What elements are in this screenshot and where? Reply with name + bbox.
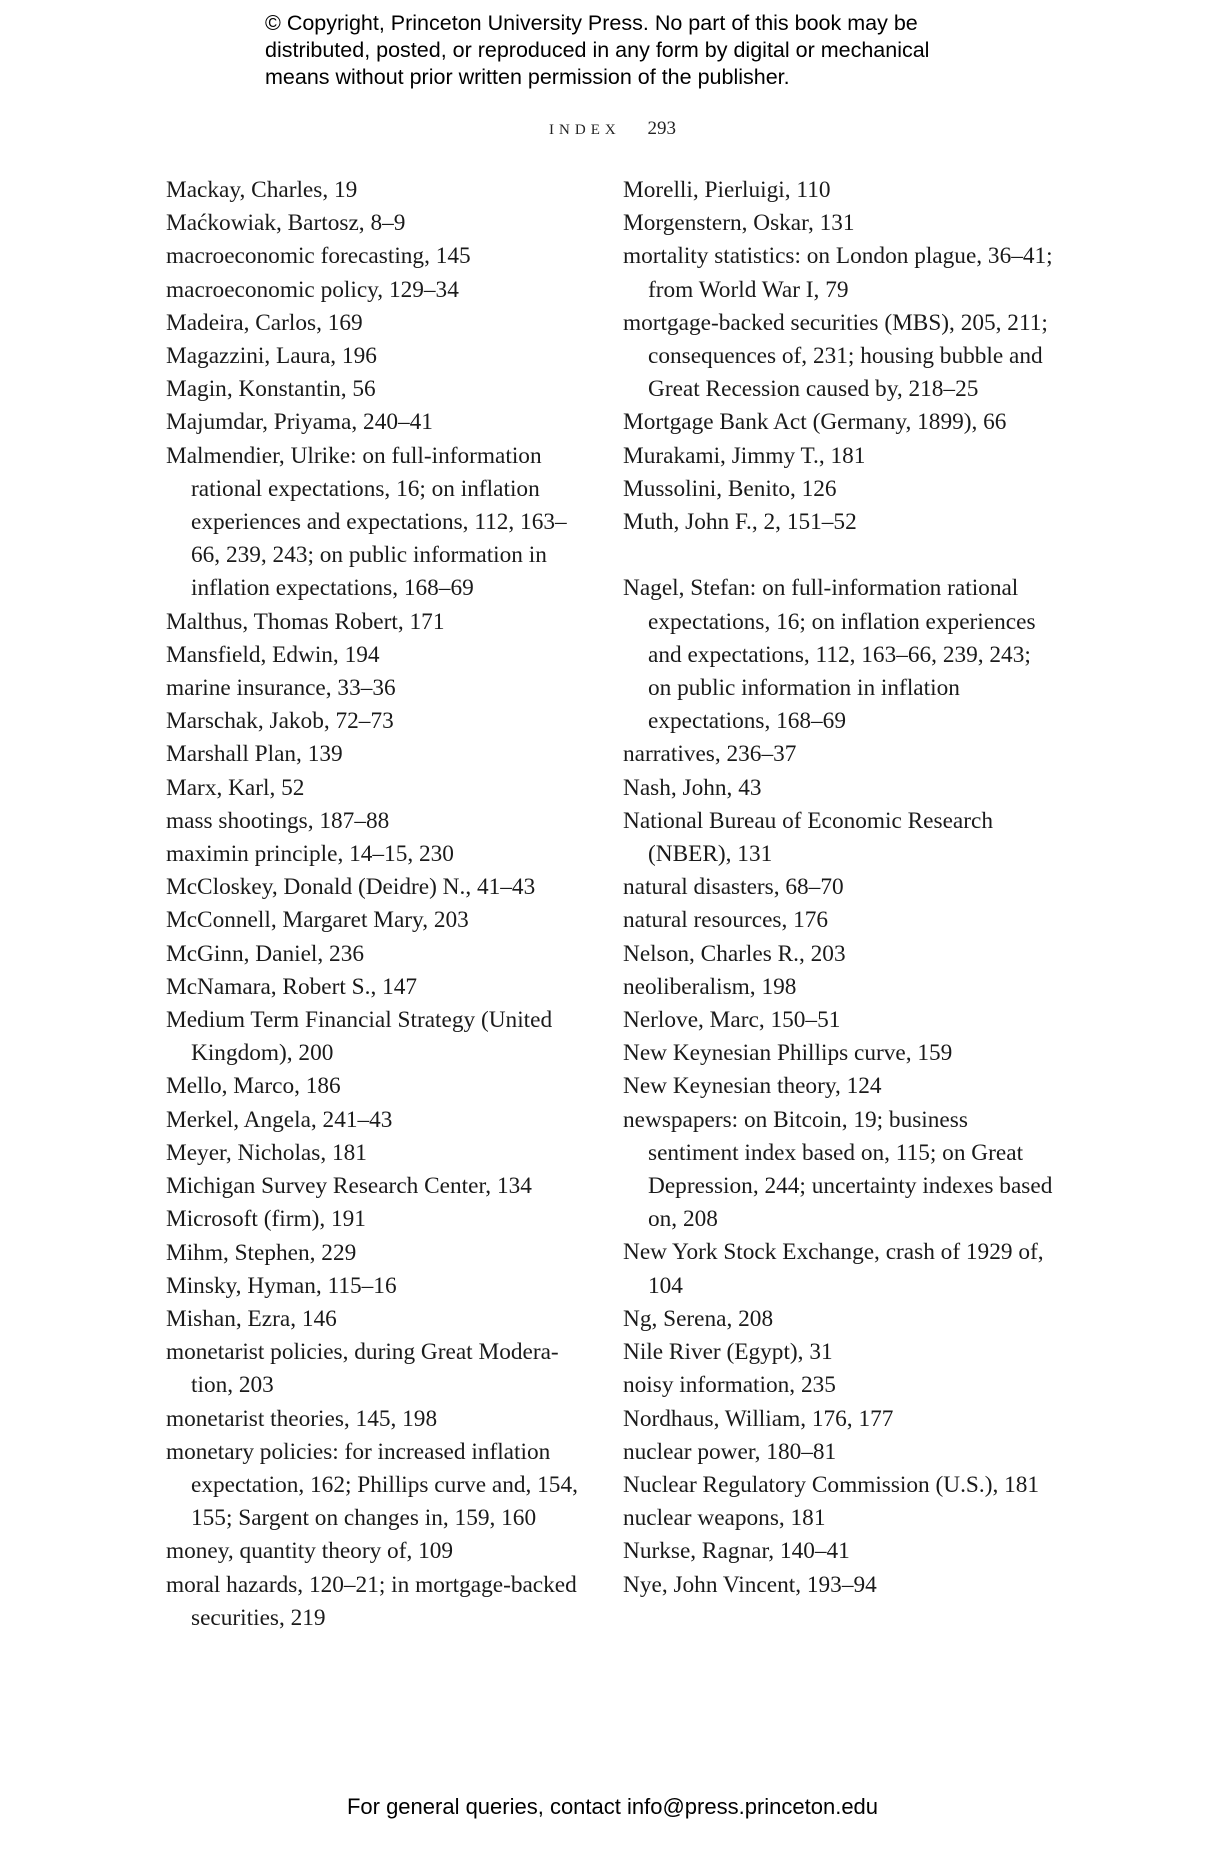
index-entry: marine insurance, 33–36 [166,675,396,702]
index-entry: Mussolini, Benito, 126 [623,475,837,502]
index-entry: Majumdar, Priyama, 240–41 [166,409,433,436]
index-entry: Ng, Serena, 208 [623,1305,774,1332]
index-entry: neoliberalism, 198 [623,973,797,1000]
index-entry: National Bureau of Economic Research (NBER), 131 [623,807,994,868]
index-entry: Meyer, Nicholas, 181 [166,1139,367,1166]
index-entry: McNamara, Robert S., 147 [166,973,418,1000]
footer-contact: For general queries, contact info@press.princeton.edu [346,1794,879,1819]
index-column-right [623,174,1055,1602]
index-entry: Nash, John, 43 [623,774,762,801]
index-entry: Marshall Plan, 139 [166,741,343,768]
index-entry: Malmendier, Ulrike: on full-information rational expectations, 16; on inflation experiences and expectations, 112, 163–66, 239, 243; on public information in inflation expectations, 168–69 [166,442,567,602]
index-entry: mass shootings, 187–88 [166,807,390,834]
index-entry: Nerlove, Marc, 150–51 [623,1007,841,1034]
index-entry: Nye, John Vincent, 193–94 [623,1571,877,1598]
index-entry: nuclear power, 180–81 [623,1438,837,1465]
index-entry: Nelson, Charles R., 203 [623,940,846,967]
index-entry: Madeira, Carlos, 169 [166,309,363,336]
section-title: index [549,114,621,139]
index-entry: monetarist theories, 145, 198 [166,1405,438,1432]
index-entry: Marx, Karl, 52 [166,774,305,801]
page-number: 293 [647,118,676,139]
index-entry: Nile River (Egypt), 31 [623,1339,833,1366]
index-entry: Michigan Survey Research Center, 134 [166,1173,532,1200]
index-entry: McGinn, Daniel, 236 [166,940,364,967]
index-entry: Mello, Marco, 186 [166,1073,341,1100]
index-entry: Nagel, Stefan: on full-information rational expectations, 16; on inflation experiences and expectations, 112, 163–66, 239, 243; on public information in inflation expectations, 168–69 [623,575,1036,735]
index-entry: Microsoft (firm), 191 [166,1206,366,1233]
index-entry: New York Stock Exchange, crash of 1929 of, 104 [623,1239,1044,1299]
running-head [0,114,1225,140]
index-entry: Minsky, Hyman, 115–16 [166,1272,397,1299]
index-entry: natural resources, 176 [623,907,829,934]
index-entry: nuclear weapons, 181 [623,1505,826,1532]
index-entry: natural disasters, 68–70 [623,874,844,901]
index-entry: Murakami, Jimmy T., 181 [623,442,866,469]
index-entry: newspapers: on Bitcoin, 19; business sentiment index based on, 115; on Great Depression, 244; uncertainty indexes based on, 208 [623,1106,1053,1233]
index-entry: monetary policies: for increased inflation expectation, 162; Phillips curve and, 154, 155; Sargent on changes in, 159, 160 [166,1438,578,1532]
index-entry: Marschak, Jakob, 72–73 [166,708,394,735]
index-entry: monetarist policies, during Great Modera-tion, 203 [166,1339,559,1399]
index-entry: McCloskey, Donald (Deidre) N., 41–43 [166,874,536,901]
index-entry: Medium Term Financial Strategy (United Kingdom), 200 [166,1007,553,1067]
index-entry: Nurkse, Ragnar, 140–41 [623,1538,850,1565]
index-entry: Magazzini, Laura, 196 [166,343,377,370]
index-entry: Mackay, Charles, 19 [166,177,358,203]
index-entry: New Keynesian Phillips curve, 159 [623,1040,953,1067]
index-entry: Mishan, Ezra, 146 [166,1305,337,1332]
copyright-notice: © Copyright, Princeton University Press. No part of this book may be distributed, posted, or reproduced in any form by digital or mechanical means without prior written permission of the publisher. [265,11,930,89]
index-entry: moral hazards, 120–21; in mortgage-backed securities, 219 [166,1571,577,1631]
index-entry: maximin principle, 14–15, 230 [166,841,454,868]
index-entry: Merkel, Angela, 241–43 [166,1106,393,1133]
index-entry: money, quantity theory of, 109 [166,1538,454,1565]
index-entry: mortgage-backed securities (MBS), 205, 211; consequences of, 231; housing bubble and Great Recession caused by, 218–25 [623,309,1048,403]
index-entry: Mortgage Bank Act (Germany, 1899), 66 [623,409,1007,436]
index-entry: Morelli, Pierluigi, 110 [623,177,831,203]
index-entry: Nordhaus, William, 176, 177 [623,1405,894,1432]
index-entry: Morgenstern, Oskar, 131 [623,210,855,237]
index-entry: Maćkowiak, Bartosz, 8–9 [166,210,406,237]
index-entry: mortality statistics: on London plague, 36–41; from World War I, 79 [623,243,1053,303]
index-column-left [166,174,586,1635]
index-entry: New Keynesian theory, 124 [623,1073,882,1100]
index-entry: McConnell, Margaret Mary, 203 [166,907,469,934]
index-entry: noisy information, 235 [623,1372,836,1399]
index-entry: narratives, 236–37 [623,741,797,768]
index-entry: Nuclear Regulatory Commission (U.S.), 181 [623,1471,1040,1498]
index-entry: Magin, Konstantin, 56 [166,376,376,403]
index-entry: Malthus, Thomas Robert, 171 [166,608,445,635]
index-entry: macroeconomic forecasting, 145 [166,243,471,270]
index-entry: macroeconomic policy, 129–34 [166,276,459,303]
index-entry: Muth, John F., 2, 151–52 [623,509,857,536]
index-entry: Mansfield, Edwin, 194 [166,641,380,668]
index-entry: Mihm, Stephen, 229 [166,1239,357,1266]
